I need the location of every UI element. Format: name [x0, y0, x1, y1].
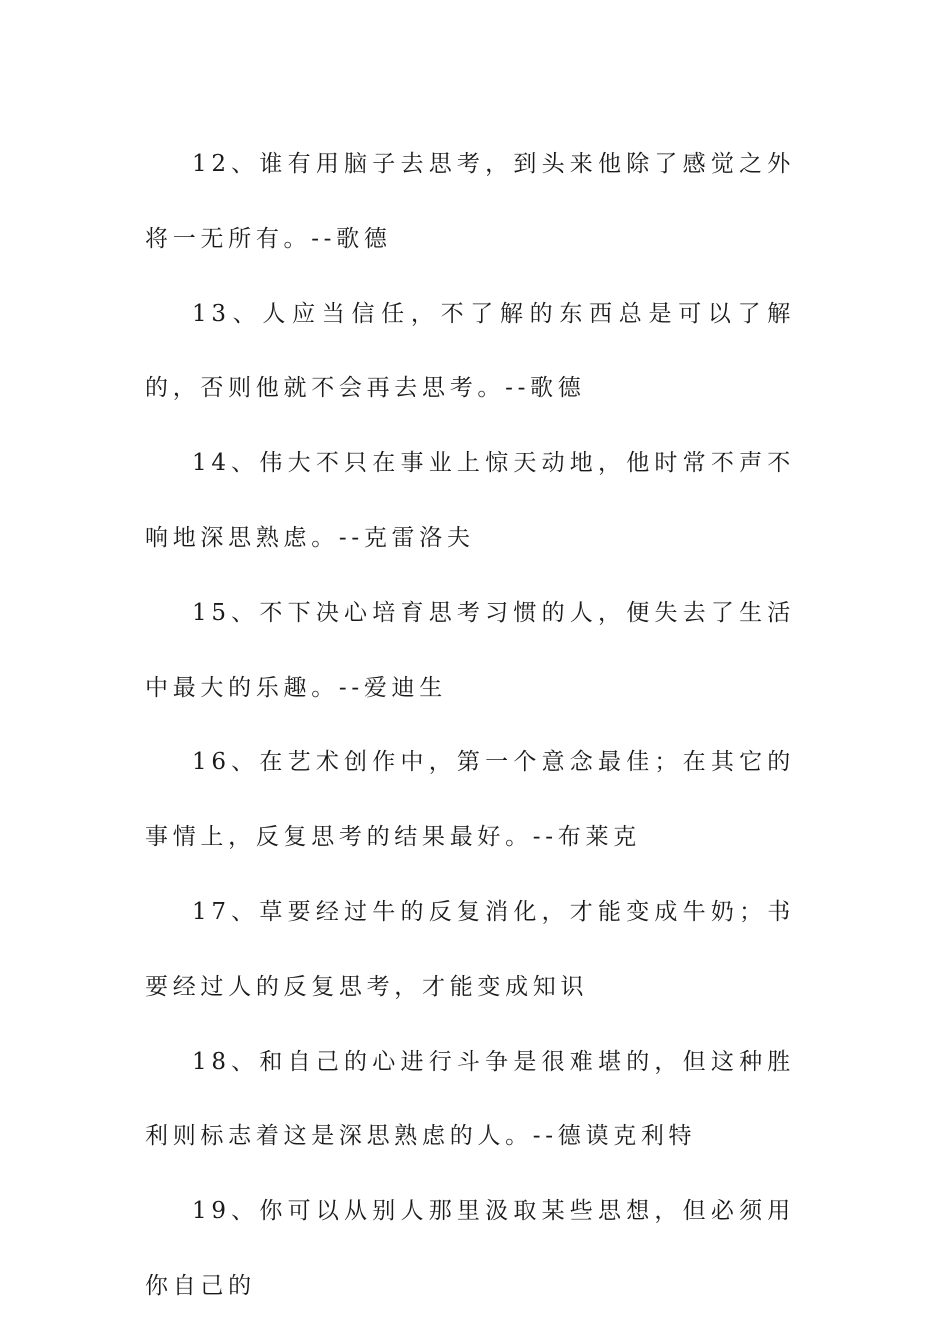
quote-14-line-2: 熟虑。--克雷洛夫: [255, 524, 475, 551]
quote-17: [145, 875, 795, 1025]
quote-13: [145, 277, 795, 427]
quote-18: [145, 1025, 795, 1175]
quote-17-line-1: 17、草要经过牛的反复消化，才能变成牛奶；书要经过人: [145, 898, 795, 1000]
quote-13-line-2: 就不会再去思考。--歌德: [283, 375, 586, 402]
quote-15-line-2: 乐趣。--爱迪生: [255, 674, 447, 701]
quote-18-line-2: 着这是深思熟虑的人。--德谟克利特: [255, 1123, 697, 1150]
quote-18-line-1: 18、和自己的心进行斗争是很难堪的，但这种胜利则标志: [145, 1048, 795, 1150]
quote-12-line-1: 12、谁有用脑子去思考，到头来他除了感觉之外将一无所: [145, 151, 795, 252]
quote-19: [145, 1174, 795, 1324]
quote-19-line-1: 19、你可以从别人那里汲取某些思想，但必须用你自己的: [145, 1198, 795, 1299]
quote-12-line-2: 有。--歌德: [255, 225, 392, 252]
quote-16-line-1: 16、在艺术创作中，第一个意念最佳；在其它的事情上，: [145, 749, 795, 851]
quote-13-line-1: 13、人应当信任，不了解的东西总是可以了解的，否则他: [145, 300, 795, 402]
quote-16-line-2: 反复思考的结果最好。--布莱克: [255, 824, 641, 851]
quote-14-line-1: 14、伟大不只在事业上惊天动地，他时常不声不响地深思: [145, 450, 795, 551]
quote-15-line-1: 15、不下决心培育思考习惯的人，便失去了生活中最大的: [145, 599, 795, 701]
quote-16: [145, 725, 795, 875]
quote-list: [145, 127, 795, 1324]
quote-12: [145, 127, 795, 277]
quote-14: [145, 426, 795, 576]
quote-15: [145, 576, 795, 726]
quote-17-line-2: 的反复思考，才能变成知识: [255, 973, 589, 1000]
